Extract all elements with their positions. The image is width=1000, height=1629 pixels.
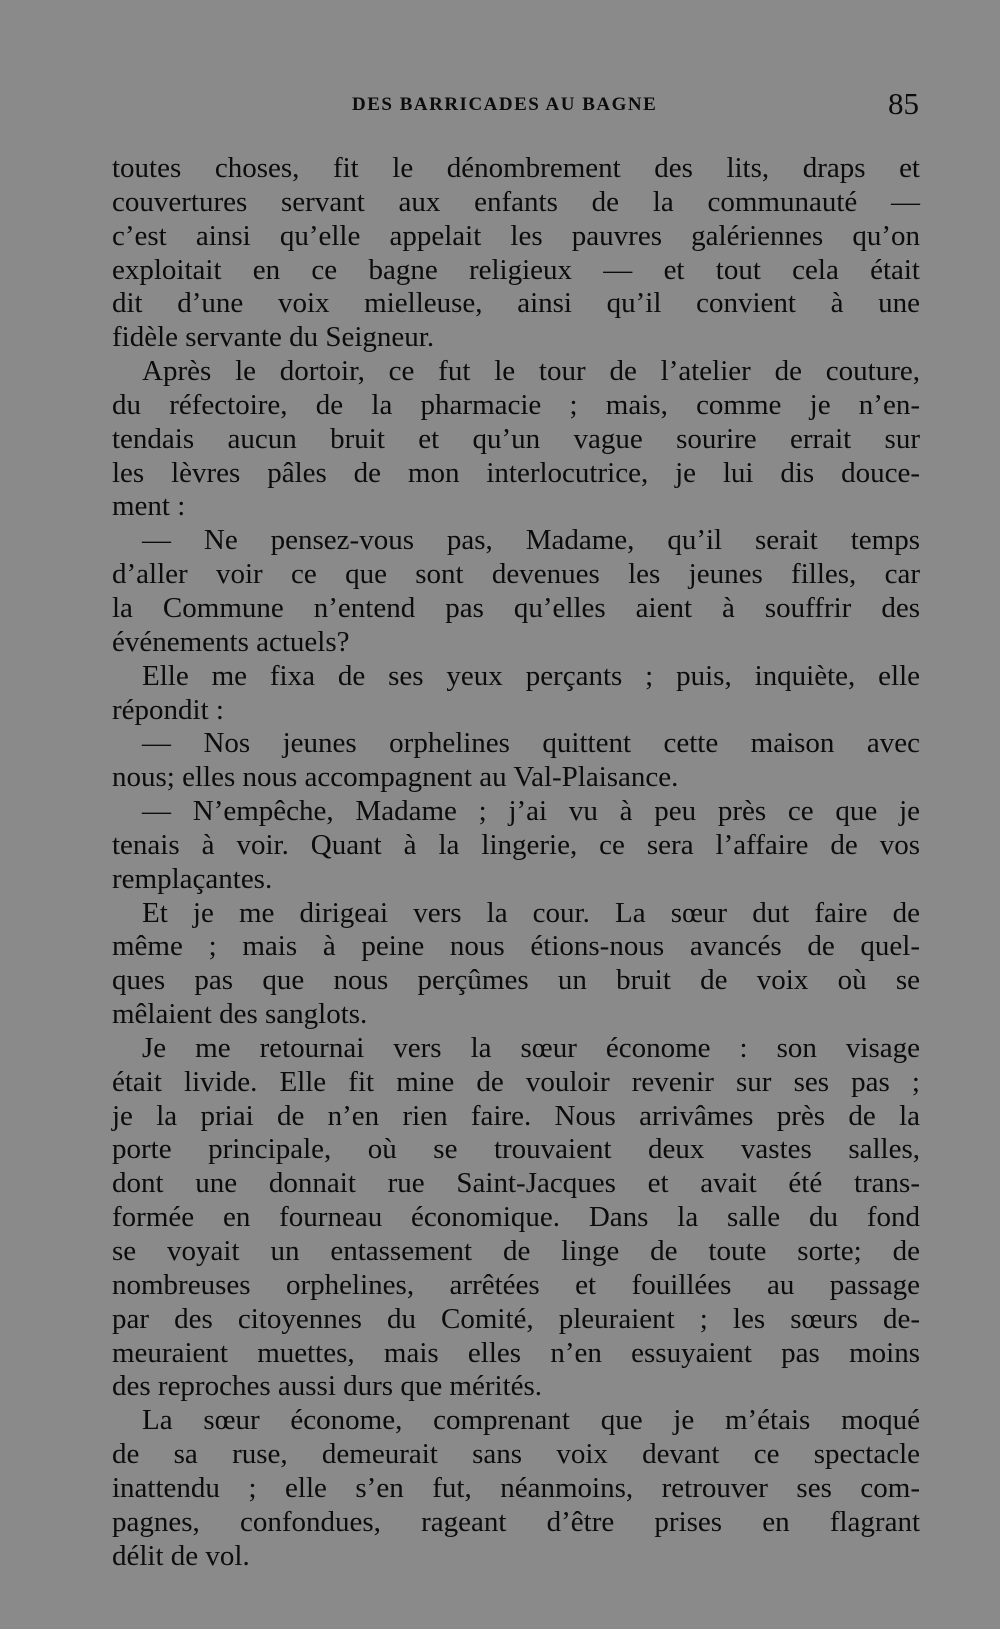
text-line: de sa ruse, demeurait sans voix devant ce spectacle [112,1438,920,1471]
text-line: événements actuels? [112,625,350,658]
text-line: ment : [112,490,186,523]
text-line: couvertures servant aux enfants de la communauté — [112,185,920,218]
text-line: Et je me dirigeai vers la cour. La sœur dut faire de [142,896,920,929]
text-line: d’aller voir ce que sont devenues les jeunes filles, car [112,558,920,591]
text-line: ques pas que nous perçûmes un bruit de voix où se [112,964,920,997]
text-line: du réfectoire, de la pharmacie ; mais, comme je n’en- [112,388,920,421]
text-line: porte principale, où se trouvaient deux vastes salles, [112,1133,920,1166]
text-line: tenais à voir. Quant à la lingerie, ce sera l’affaire de vos [112,828,920,861]
body-text [112,152,920,1573]
text-line: nous; elles nous accompagnent au Val-Plaisance. [112,761,679,794]
text-line: fidèle servante du Seigneur. [112,321,435,354]
text-line: toutes choses, fit le dénombrement des lits, draps et [112,152,920,184]
text-line: Je me retournai vers la sœur économe : son visage [142,1031,920,1064]
text-line: même ; mais à peine nous étions-nous avancés de quel- [112,930,920,963]
text-line: remplaçantes. [112,862,273,895]
text-line: par des citoyennes du Comité, pleuraient ; les sœurs de- [112,1302,920,1335]
running-head [0,86,1000,126]
text-line: mêlaient des sanglots. [112,998,368,1031]
text-line: répondit : [112,693,224,726]
text-line: meuraient muettes, mais elles n’en essuyaient pas moins [112,1336,920,1369]
text-line: pagnes, confondues, rageant d’être prises en flagrant [112,1505,920,1538]
text-line: exploitait en ce bagne religieux — et tout cela était [112,253,920,286]
text-line: Elle me fixa de ses yeux perçants ; puis, inquiète, elle [142,659,920,692]
text-line: la Commune n’entend pas qu’elles aient à souffrir des [112,591,920,624]
text-line: délit de vol. [112,1539,250,1572]
text-line: des reproches aussi durs que mérités. [112,1370,543,1403]
text-line: était livide. Elle fit mine de vouloir revenir sur ses pas ; [112,1065,920,1098]
text-line: dont une donnait rue Saint-Jacques et avait été trans- [112,1167,920,1200]
text-line: les lèvres pâles de mon interlocutrice, je lui dis douce- [112,456,920,489]
text-line: Après le dortoir, ce fut le tour de l’atelier de couture, [142,355,920,388]
text-line: c’est ainsi qu’elle appelait les pauvres galériennes qu’on [112,219,920,252]
text-line: — Nos jeunes orphelines quittent cette maison avec [142,727,920,760]
text-line: je la priai de n’en rien faire. Nous arrivâmes près de la [112,1099,920,1132]
text-line: — Ne pensez-vous pas, Madame, qu’il serait temps [142,524,920,557]
running-title: DES BARRICADES AU BAGNE [352,94,658,115]
text-line: formée en fourneau économique. Dans la salle du fond [112,1201,920,1234]
text-line: La sœur économe, comprenant que je m’étais moqué [142,1404,920,1437]
text-line: — N’empêche, Madame ; j’ai vu à peu près ce que je [142,795,920,828]
text-line: tendais aucun bruit et qu’un vague sourire errait sur [112,422,920,455]
text-line: se voyait un entassement de linge de toute sorte; de [112,1235,920,1267]
text-line: nombreuses orphelines, arrêtées et fouillées au passage [112,1268,920,1301]
text-line: dit d’une voix mielleuse, ainsi qu’il convient à une [112,287,920,320]
page-number: 85 [888,86,919,121]
text-line: inattendu ; elle s’en fut, néanmoins, retrouver ses com- [112,1471,920,1504]
